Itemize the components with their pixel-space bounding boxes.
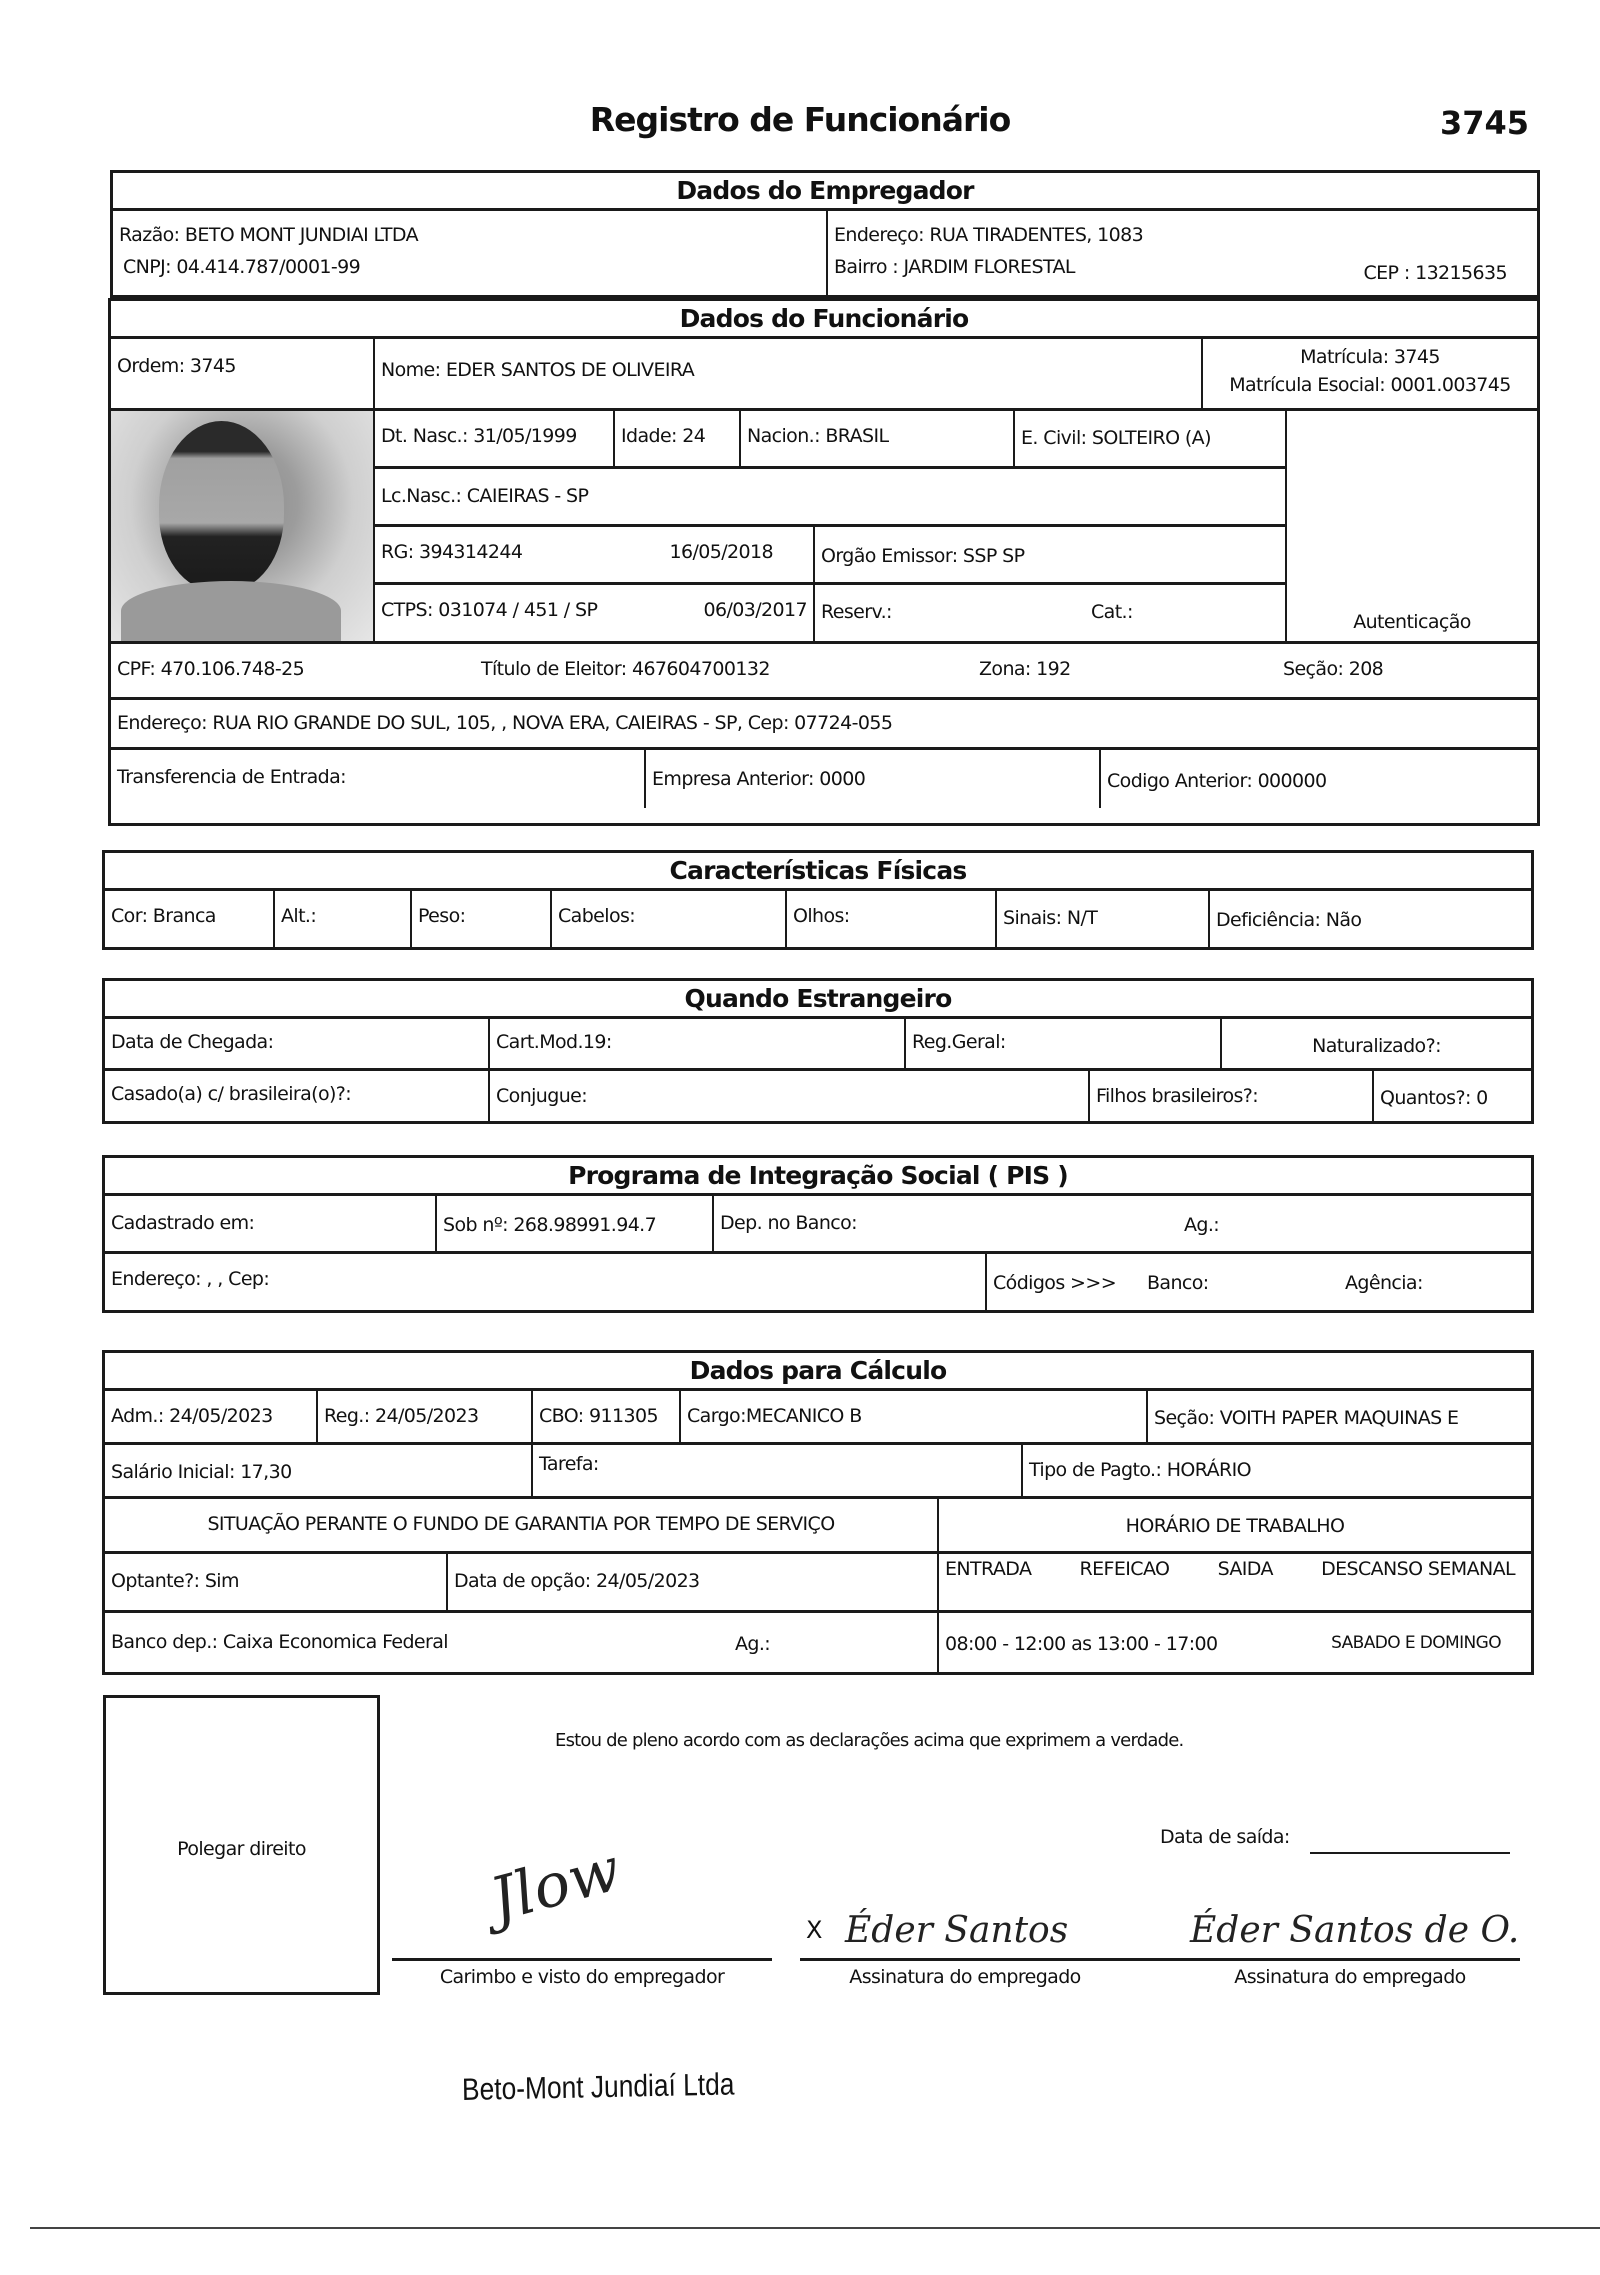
authentication-label: Autenticação	[1353, 611, 1471, 633]
document-title: Registro de Funcionário	[589, 100, 1011, 139]
employer-cnpj: CNPJ: 04.414.787/0001-99	[123, 256, 361, 278]
schedule-col-entrada: ENTRADA	[945, 1558, 1032, 1580]
employee-signature-line-2	[1180, 1958, 1520, 1961]
pis-dep-banco: Dep. no Banco:	[720, 1212, 857, 1234]
pis-codigos: Códigos >>>	[993, 1272, 1117, 1294]
employer-signature-caption: Carimbo e visto do empregador	[439, 1966, 725, 1988]
pis-agencia: Agência:	[1345, 1272, 1423, 1294]
employee-idade: Idade: 24	[615, 411, 741, 466]
employee-signature-caption-2: Assinatura do empregado	[1234, 1966, 1466, 1988]
exit-date-line	[1310, 1852, 1510, 1854]
pis-cadastrado: Cadastrado em:	[105, 1196, 437, 1251]
employee-secao: Seção: 208	[1283, 658, 1384, 680]
signature-x-mark: X	[806, 1916, 823, 1944]
employee-signature-2: Éder Santos de O.	[1190, 1910, 1520, 1951]
employer-heading: Dados do Empregador	[113, 173, 1537, 211]
employee-heading: Dados do Funcionário	[111, 301, 1537, 339]
physical-heading: Características Físicas	[105, 853, 1531, 891]
calc-salario: Salário Inicial: 17,30	[105, 1445, 533, 1496]
employee-estado-civil: E. Civil: SOLTEIRO (A)	[1021, 427, 1211, 449]
thumbprint-label: Polegar direito	[177, 1838, 306, 1860]
employee-signature-caption-1: Assinatura do empregado	[849, 1966, 1081, 1988]
calc-reg: Reg.: 24/05/2023	[318, 1391, 533, 1442]
calc-adm: Adm.: 24/05/2023	[105, 1391, 318, 1442]
exit-date-label: Data de saída:	[1160, 1826, 1290, 1848]
employee-address: Endereço: RUA RIO GRANDE DO SUL, 105, , NOVA ERA, CAIEIRAS - SP, Cep: 07724-055	[117, 712, 893, 734]
schedule-times: 08:00 - 12:00 as 13:00 - 17:00	[945, 1633, 1218, 1655]
employee-zona: Zona: 192	[979, 658, 1071, 680]
employee-local-nasc: Lc.Nasc.: CAIEIRAS - SP	[381, 485, 589, 507]
foreign-cart-mod19: Cart.Mod.19:	[490, 1019, 906, 1068]
employee-ctps: CTPS: 031074 / 451 / SP	[381, 599, 598, 621]
employer-section	[110, 170, 1540, 298]
employee-nome: Nome: EDER SANTOS DE OLIVEIRA	[375, 339, 1203, 408]
physical-deficiencia: Deficiência: Não	[1216, 909, 1362, 931]
thumbprint-box	[103, 1695, 380, 1995]
employee-section	[108, 298, 1540, 826]
foreign-casado: Casado(a) c/ brasileira(o)?:	[105, 1071, 490, 1123]
pis-banco: Banco:	[1147, 1272, 1209, 1294]
transfer-entry: Transferencia de Entrada:	[111, 750, 646, 808]
fgts-banco-dep: Banco dep.: Caixa Economica Federal	[111, 1631, 448, 1653]
foreign-section	[102, 978, 1534, 1124]
calc-cbo: CBO: 911305	[533, 1391, 681, 1442]
foreign-reg-geral: Reg.Geral:	[906, 1019, 1222, 1068]
employee-cpf: CPF: 470.106.748-25	[117, 658, 305, 680]
employee-ctps-date: 06/03/2017	[703, 599, 807, 621]
pis-section	[102, 1155, 1534, 1313]
calc-tipo-pagto: Tipo de Pagto.: HORÁRIO	[1029, 1459, 1251, 1481]
calc-heading: Dados para Cálculo	[105, 1353, 1531, 1391]
employee-titulo-eleitor: Título de Eleitor: 467604700132	[481, 658, 770, 680]
calc-cargo: Cargo:MECANICO B	[681, 1391, 1148, 1442]
employee-nacionalidade: Nacion.: BRASIL	[741, 411, 1015, 466]
fgts-optante: Optante?: Sim	[105, 1554, 448, 1610]
declaration-text: Estou de pleno acordo com as declarações acima que exprimem a verdade.	[555, 1730, 1184, 1751]
previous-code: Codigo Anterior: 000000	[1107, 770, 1327, 792]
physical-olhos: Olhos:	[787, 891, 997, 947]
calc-tarefa: Tarefa:	[533, 1445, 1023, 1496]
foreign-naturalizado: Naturalizado?:	[1312, 1035, 1441, 1057]
company-stamp: Beto-Mont Jundiaí Ltda	[461, 2066, 735, 2107]
employee-orgao-emissor: Orgão Emissor: SSP SP	[821, 545, 1025, 567]
schedule-col-refeicao: REFEICAO	[1079, 1558, 1170, 1580]
foreign-filhos: Filhos brasileiros?:	[1090, 1071, 1374, 1123]
schedule-col-saida: SAIDA	[1217, 1558, 1273, 1580]
foreign-heading: Quando Estrangeiro	[105, 981, 1531, 1019]
calc-section	[102, 1350, 1534, 1675]
pis-endereco: Endereço: , , Cep:	[105, 1254, 987, 1310]
employee-signature-1: Éder Santos	[845, 1910, 1069, 1951]
calc-secao: Seção: VOITH PAPER MAQUINAS E	[1154, 1407, 1459, 1429]
physical-cor: Cor: Branca	[105, 891, 275, 947]
employee-reserv: Reserv.:	[821, 601, 892, 623]
physical-alt: Alt.:	[275, 891, 412, 947]
employer-bairro: Bairro : JARDIM FLORESTAL	[834, 256, 1075, 278]
bottom-rule	[30, 2227, 1600, 2229]
previous-company: Empresa Anterior: 0000	[646, 750, 1101, 808]
foreign-conjugue: Conjugue:	[490, 1071, 1090, 1123]
employer-cep: CEP : 13215635	[1363, 262, 1507, 284]
employee-signature-line-1	[800, 1958, 1180, 1961]
foreign-data-chegada: Data de Chegada:	[105, 1019, 490, 1068]
pis-sob-numero: Sob nº: 268.98991.94.7	[437, 1196, 714, 1251]
fgts-data-opcao: Data de opção: 24/05/2023	[448, 1554, 939, 1610]
fgts-heading: SITUAÇÃO PERANTE O FUNDO DE GARANTIA POR TEMPO DE SERVIÇO	[105, 1499, 939, 1551]
employer-signature-line	[392, 1958, 772, 1961]
pis-ag: Ag.:	[1184, 1214, 1220, 1236]
employee-rg: RG: 394314244	[381, 541, 523, 563]
document-number: 3745	[1440, 104, 1530, 142]
employee-matricula-esocial: Matrícula Esocial: 0001.003745	[1229, 374, 1511, 396]
physical-sinais: Sinais: N/T	[997, 891, 1210, 947]
physical-peso: Peso:	[412, 891, 552, 947]
employer-address: Endereço: RUA TIRADENTES, 1083	[834, 224, 1144, 246]
employee-photo	[111, 411, 375, 641]
physical-cabelos: Cabelos:	[552, 891, 787, 947]
employee-ordem: Ordem: 3745	[111, 339, 375, 408]
employee-matricula: Matrícula: 3745	[1300, 346, 1440, 368]
schedule-col-descanso: DESCANSO SEMANAL	[1321, 1558, 1515, 1580]
employee-dt-nasc: Dt. Nasc.: 31/05/1999	[375, 411, 615, 466]
physical-section	[102, 850, 1534, 950]
fgts-ag: Ag.:	[735, 1633, 771, 1655]
pis-heading: Programa de Integração Social ( PIS )	[105, 1158, 1531, 1196]
employer-razao: Razão: BETO MONT JUNDIAI LTDA	[119, 224, 419, 246]
employee-rg-date: 16/05/2018	[669, 541, 773, 563]
foreign-quantos: Quantos?: 0	[1380, 1087, 1488, 1109]
work-schedule-heading: HORÁRIO DE TRABALHO	[1125, 1515, 1345, 1537]
schedule-rest-days: SABADO E DOMINGO	[1331, 1633, 1501, 1653]
employer-signature: Jlow	[483, 1834, 628, 1936]
employee-cat: Cat.:	[1091, 601, 1133, 623]
